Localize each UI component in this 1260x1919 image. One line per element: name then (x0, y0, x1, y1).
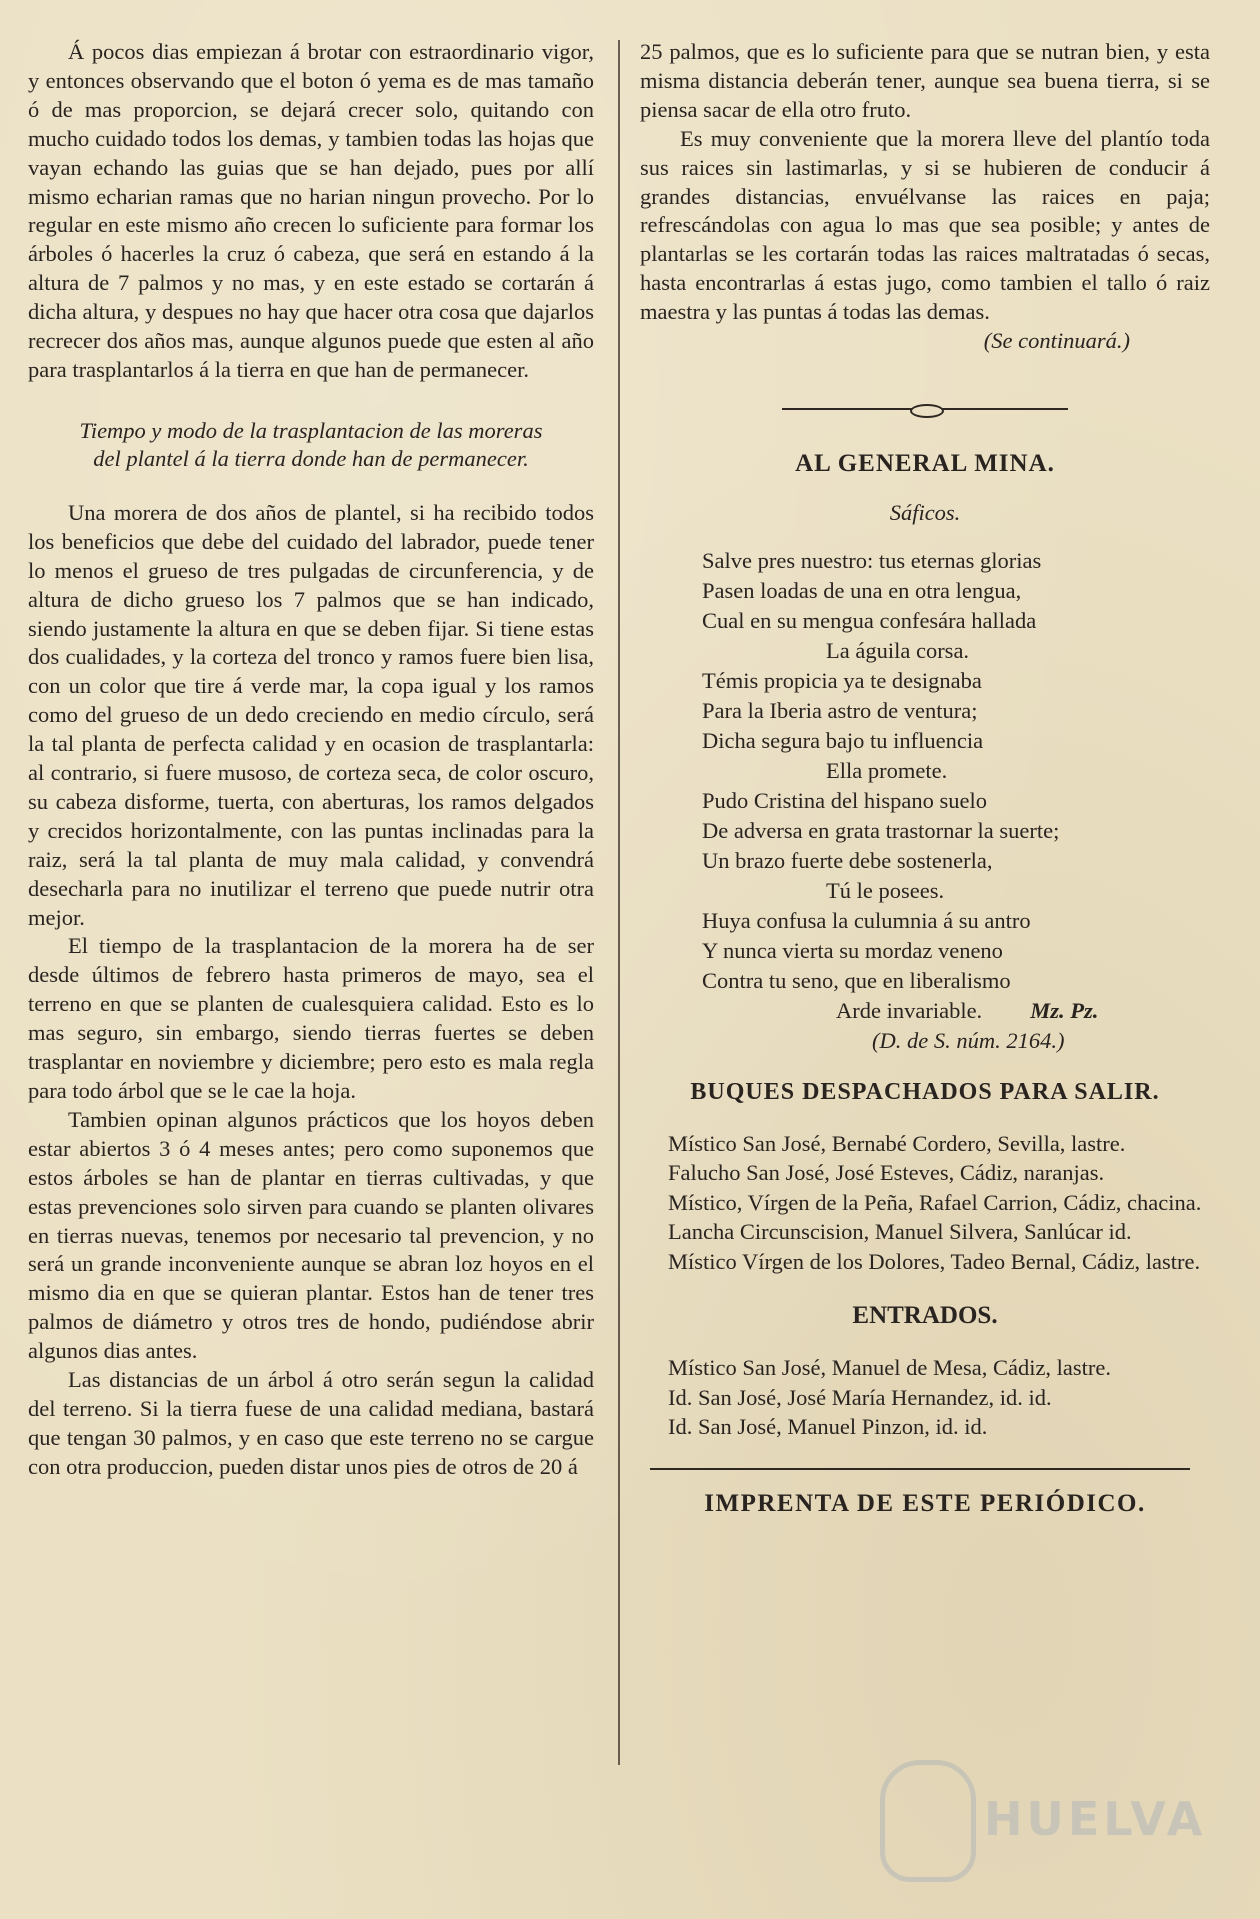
poem-line: Salve pres nuestro: tus eternas glorias (702, 547, 1042, 573)
poem-line: Pudo Cristina del hispano suelo (702, 787, 987, 813)
poem-author: Mz. Pz. (1030, 997, 1099, 1023)
poem-line: De adversa en grata trastornar la suerte; (702, 817, 1060, 843)
ships-entered-header: ENTRADOS. (852, 1302, 998, 1330)
entries-list (640, 1353, 1210, 1442)
poem-line: Témis propicia ya te designaba (702, 667, 982, 693)
ships-departed-header: BUQUES DESPACHADOS PARA SALIR. (690, 1078, 1160, 1105)
footer-rule (650, 1468, 1190, 1470)
section-title-line-2: del plantel á la tierra donde han de permanecer. (93, 445, 529, 471)
column-divider (618, 40, 620, 1765)
paragraph-roots: Es muy conveniente que la morera lleve del plantío toda sus raices sin lastimarlas, y si se hubieren de conducir á grandes distancias, envuélvanse las raices en paja; refrescándolas con agua lo mas que sea posible; y antes de plantarlas se les cortarán todas las raices maltratadas ó secas, hasta encontrarlas á estas jugo, como tambien el tallo ó raiz maestra y las puntas á todas las demas. (640, 125, 1210, 325)
poem-line-short: Tú le posees. (826, 877, 945, 903)
poem-signature-line (702, 996, 1210, 1026)
paragraph-intro: Á pocos dias empiezan á brotar con estraordinario vigor, y entonces observando que el boton ó yema es de mas tamaño ó de mas proporcion, se dejará crecer solo, quitando con mucho cuidado todos los demas, y tambien todas las hojas que vayan echando las guias que se han dejado, pues por allí mismo echarian ramas que no harian ningun provecho. Por lo regular en este mismo año crecen lo suficiente para formar los árboles ó hacerles la cruz ó cabeza, que será en estando á la altura de 7 palmos y no mas, y en este estado se cortarán á dicha altura, y despues no hay que hacer otra cosa que dajarlos recrecer dos años mas, aunque algunos puede que esten al año para trasplantarlos á la tierra en que han de permanecer. (28, 39, 594, 382)
poem-line: Dicha segura bajo tu influencia (702, 727, 984, 753)
entry-item: Místico San José, Manuel de Mesa, Cádiz, lastre. (668, 1355, 1112, 1381)
poem-subtitle: Sáficos. (889, 499, 961, 525)
ship-entry: Místico, Vírgen de la Peña, Rafael Carrion, Cádiz, chacina. (668, 1189, 1202, 1215)
ship-entry: Místico San José, Bernabé Cordero, Sevilla, lastre. (668, 1130, 1126, 1156)
left-column (28, 38, 594, 1482)
right-column (640, 38, 1210, 1519)
watermark-text: HUELVA (984, 1792, 1207, 1846)
section-title-line-1: Tiempo y modo de la trasplantacion de las moreras (79, 417, 543, 443)
poem-last-line: Arde invariable. (836, 997, 983, 1023)
ship-entry: Falucho San José, José Esteves, Cádiz, naranjas. (668, 1160, 1105, 1186)
library-watermark (880, 1752, 1207, 1882)
poem-title: AL GENERAL MINA. (795, 449, 1055, 477)
ships-list (640, 1129, 1210, 1277)
poem-line-short: Ella promete. (826, 757, 948, 783)
imprint: IMPRENTA DE ESTE PERIÓDICO. (704, 1489, 1146, 1517)
entry-item: Id. San José, Manuel Pinzon, id. id. (668, 1414, 988, 1440)
poem-source: (D. de S. núm. 2164.) (872, 1027, 1065, 1053)
section-title (28, 417, 594, 473)
entry-item: Id. San José, José María Hernandez, id. id. (668, 1384, 1052, 1410)
paragraph-holes: Tambien opinan algunos prácticos que los hoyos deben estar abiertos 3 ó 4 meses antes; pero como suponemos que estos árboles se han de plantar en tierras cultivadas, y que estas prevenciones solo sirven para cuando se planten olivares en tierras nuevas, tenemos por necesario tal prevencion, y no será un grande inconveniente aunque se abran loz hoyos en el mismo dia en que se quieran plantar. Estos han de tener tres palmos de diámetro y otros tres de hondo, pudiéndose abrir algunos dias antes. (28, 1106, 594, 1364)
poem-line: Huya confusa la culumnia á su antro (702, 907, 1031, 933)
poem-line: Un brazo fuerte debe sostenerla, (702, 847, 993, 873)
ornament-knot-icon (910, 404, 944, 418)
poem-line: Pasen loadas de una en otra lengua, (702, 577, 1022, 603)
poem-line: Cual en su mengua confesára hallada (702, 607, 1037, 633)
seal-icon (880, 1760, 976, 1882)
to-be-continued: (Se continuará.) (983, 328, 1130, 354)
poem-line: Contra tu seno, que en liberalismo (702, 967, 1011, 993)
paragraph-continuation: 25 palmos, que es lo suficiente para que se nutran bien, y esta misma distancia deberán tener, aunque sea buena tierra, si se piensa sacar de ella otro fruto. (640, 39, 1210, 122)
ornament-divider (782, 404, 1068, 414)
poem-line-short: La águila corsa. (826, 637, 970, 663)
poem-line: Para la Iberia astro de ventura; (702, 697, 978, 723)
paragraph-quality: Una morera de dos años de plantel, si ha recibido todos los beneficios que debe del cuidado del labrador, puede tener lo menos el grueso de tres pulgadas de circunferencia, y de altura de dicho grueso los 7 palmos que se han indicado, siendo justamente la altura en que se deben fijar. Si tiene estas dos cualidades, y la corteza del tronco y ramos fuere bien lisa, con un color que tire á verde mar, la copa igual y los ramos como del grueso de un dedo creciendo en medio círculo, será la tal planta de perfecta calidad y en ocasion de trasplantarla: al contrario, si fuere musoso, de corteza seca, de color oscuro, su cabeza disforme, tuerta, con aberturas, los ramos delgados y crecidos horizontalmente, con las puntas inclinadas para la raiz, será la tal planta de muy mala calidad, y convendrá desecharla para no inutilizar el terreno que puede nutrir otra mejor. (28, 499, 594, 930)
ship-entry: Lancha Circunscision, Manuel Silvera, Sanlúcar id. (668, 1219, 1132, 1245)
ship-entry: Místico Vírgen de los Dolores, Tadeo Bernal, Cádiz, lastre. (668, 1248, 1201, 1274)
paragraph-time: El tiempo de la trasplantacion de la morera ha de ser desde últimos de febrero hasta primeros de mayo, sea el terreno en que se planten de cualesquiera calidad. Esto es lo mas seguro, sin embargo, siendo tierras fuertes se deben trasplantar en noviembre y diciembre; pero esto es mala regla para todo árbol que se le cae la hoja. (28, 933, 594, 1103)
poem (702, 546, 1210, 1056)
poem-line: Y nunca vierta su mordaz veneno (702, 937, 1003, 963)
paragraph-distances: Las distancias de un árbol á otro serán segun la calidad del terreno. Si la tierra fuese de una calidad mediana, bastará que tengan 30 palmos, y en caso que este terreno no se cargue con otra produccion, pueden distar unos pies de otros de 20 á (28, 1367, 594, 1479)
